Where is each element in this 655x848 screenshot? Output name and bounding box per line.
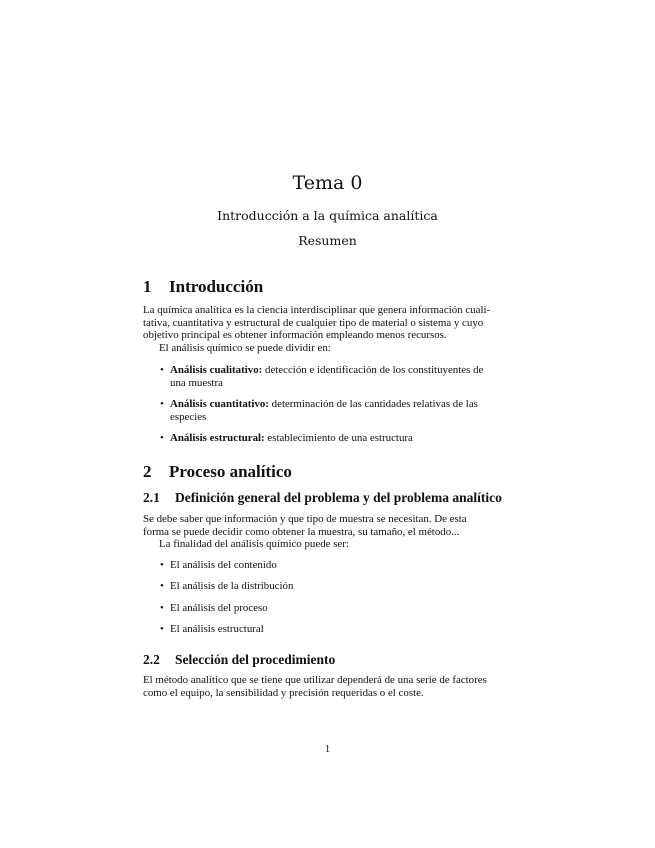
subsection-heading-2-1	[143, 489, 543, 507]
bullet-icon: •	[160, 601, 164, 614]
list-item-text: establecimiento de una estructura	[264, 432, 413, 445]
abstract-heading: Resumen	[298, 233, 357, 248]
list-item-text: especies	[170, 410, 207, 423]
list-item-text: El análisis del proceso	[170, 601, 268, 614]
paragraph-line: La finalidad del análisis químico puede ser:	[159, 538, 349, 551]
section-title: Introducción	[169, 277, 264, 296]
bullet-icon: •	[160, 432, 164, 445]
list-item	[143, 364, 513, 389]
subsection-title: Selección del procedimiento	[175, 652, 336, 667]
section-heading-proceso-analitico	[143, 461, 523, 483]
paragraph-definicion	[143, 513, 513, 551]
list-item-text: El análisis estructural	[170, 622, 264, 635]
paragraph-seleccion	[143, 674, 513, 699]
bullet-icon: •	[160, 364, 164, 376]
finalidad-list	[143, 559, 513, 635]
paragraph-line: El análisis químico se puede dividir en:	[159, 341, 331, 354]
list-item-text: una muestra	[170, 376, 223, 389]
section-number: 1	[143, 277, 152, 296]
section-heading-introduccion	[143, 276, 523, 298]
paragraph-line: como el equipo, la sensibilidad y precisión requeridas o el coste.	[143, 686, 424, 699]
bullet-icon: •	[160, 622, 164, 635]
list-item	[143, 398, 513, 423]
list-item	[143, 602, 513, 615]
bullet-icon: •	[160, 559, 164, 571]
list-item-text: El análisis de la distribución	[170, 580, 294, 593]
bullet-icon: •	[160, 398, 164, 411]
list-item	[143, 432, 513, 445]
list-item-text: determinación de las cantidades relativas de las	[268, 398, 478, 411]
list-item-label: Análisis cuantitativo:	[170, 398, 269, 411]
paragraph-line: forma se puede decidir como obtener la muestra, su tamaño, el método...	[143, 525, 460, 538]
list-item-label: Análisis cualitativo:	[170, 364, 263, 376]
subsection-number: 2.1	[143, 490, 160, 505]
section-title: Proceso analítico	[169, 462, 292, 481]
list-item	[143, 580, 513, 593]
list-item-label: Análisis estructural:	[170, 432, 265, 445]
analysis-types-list	[143, 364, 513, 445]
section-number: 2	[143, 462, 152, 481]
paragraph-line: El método analítico que se tiene que utilizar dependerá de una serie de factores	[143, 674, 487, 686]
paragraph-line: Se debe saber que información y que tipo de muestra se necesitan. De esta	[143, 513, 467, 525]
subsection-heading-2-2	[143, 651, 543, 669]
document-title: Tema 0	[292, 172, 363, 194]
subsection-number: 2.2	[143, 652, 160, 667]
subsection-title: Definición general del problema y del problema analítico	[175, 490, 502, 505]
list-item	[143, 623, 513, 636]
paragraph-introduccion	[143, 304, 513, 354]
paragraph-line: tativa, cuantitativa y estructural de cualquier tipo de material o sistema y cuyo	[143, 316, 484, 329]
paragraph-line: objetivo principal es obtener información empleando menos recursos.	[143, 329, 447, 342]
paragraph-line: La química analítica es la ciencia interdisciplinar que genera información cuali-	[143, 304, 491, 316]
document-subtitle: Introducción a la química analítica	[217, 208, 438, 223]
list-item-text: El análisis del contenido	[170, 559, 277, 571]
page-number: 1	[324, 743, 331, 755]
list-item	[143, 559, 513, 572]
list-item-text: detección e identificación de los constituyentes de	[262, 364, 484, 376]
bullet-icon: •	[160, 580, 164, 593]
